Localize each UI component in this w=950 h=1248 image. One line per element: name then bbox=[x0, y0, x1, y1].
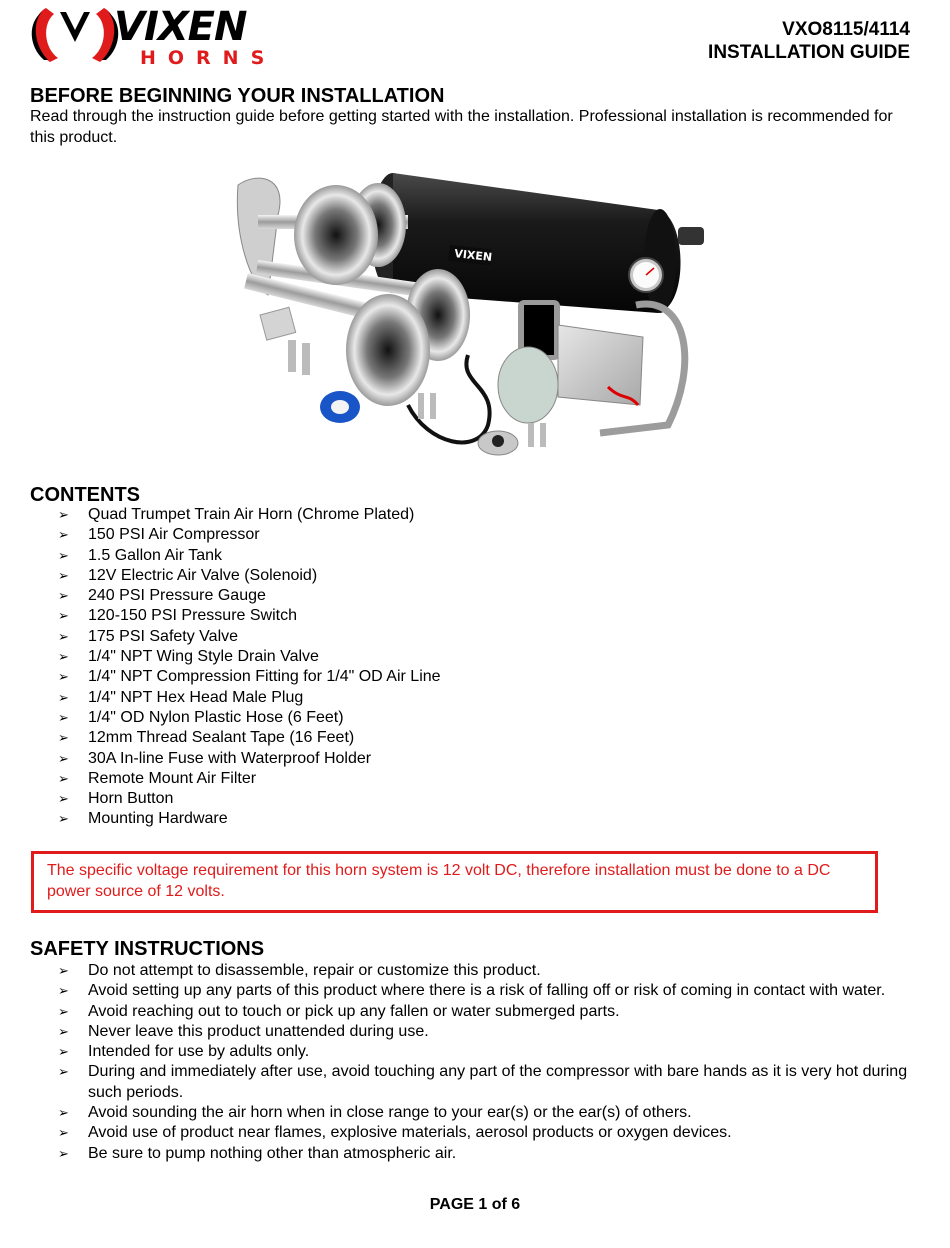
bullet-arrow-icon: ➢ bbox=[58, 547, 69, 563]
list-item bbox=[58, 809, 441, 829]
bullet-arrow-icon: ➢ bbox=[58, 750, 69, 766]
list-item-text: 12V Electric Air Valve (Solenoid) bbox=[88, 566, 318, 584]
list-item bbox=[58, 789, 441, 809]
list-item-text: 12mm Thread Sealant Tape (16 Feet) bbox=[88, 729, 355, 747]
contents-heading: CONTENTS bbox=[30, 484, 140, 506]
list-item-text: Avoid sounding the air horn when in close range to your ear(s) or the ear(s) of others. bbox=[88, 1104, 692, 1122]
tank-decal: VIXEN bbox=[453, 247, 493, 264]
bullet-arrow-icon: ➢ bbox=[58, 669, 69, 685]
horn-button bbox=[478, 431, 518, 455]
bullet-arrow-icon: ➢ bbox=[58, 791, 69, 807]
list-item-text: Be sure to pump nothing other than atmospheric air. bbox=[88, 1144, 457, 1162]
bullet-arrow-icon: ➢ bbox=[58, 1003, 69, 1019]
bullet-arrow-icon: ➢ bbox=[58, 649, 69, 665]
list-item-text: 30A In-line Fuse with Waterproof Holder bbox=[88, 749, 372, 767]
logo-center-mark bbox=[60, 12, 90, 42]
bullet-arrow-icon: ➢ bbox=[58, 709, 69, 725]
page-number: PAGE 1 of 6 bbox=[429, 1196, 521, 1213]
list-item bbox=[58, 525, 441, 545]
list-item-text: Quad Trumpet Train Air Horn (Chrome Plated) bbox=[88, 506, 415, 523]
list-item-text: Mounting Hardware bbox=[88, 810, 228, 828]
list-item-text: 1/4" NPT Hex Head Male Plug bbox=[88, 688, 304, 706]
bullet-arrow-icon: ➢ bbox=[58, 1145, 69, 1161]
document-header bbox=[708, 18, 910, 64]
voltage-warning-text: The specific voltage requirement for this horn system is 12 volt DC, therefore installation must be done to a DC power source of 12 volts. bbox=[47, 862, 831, 900]
product-photo bbox=[228, 165, 716, 465]
list-item bbox=[58, 1062, 918, 1103]
bullet-arrow-icon: ➢ bbox=[58, 730, 69, 746]
voltage-warning-box bbox=[31, 851, 878, 913]
list-item-text: 175 PSI Safety Valve bbox=[88, 627, 239, 645]
list-item bbox=[58, 688, 441, 708]
list-item bbox=[58, 769, 441, 789]
safety-valve bbox=[678, 227, 704, 245]
list-item-text: Avoid use of product near flames, explosive materials, aerosol products or oxygen devices. bbox=[88, 1124, 732, 1142]
bullet-arrow-icon: ➢ bbox=[58, 1125, 69, 1141]
list-item bbox=[58, 1144, 918, 1164]
logo-wordmark: VIXEN bbox=[114, 4, 247, 50]
bullet-arrow-icon: ➢ bbox=[58, 527, 69, 543]
list-item bbox=[58, 546, 441, 566]
safety-list bbox=[58, 961, 918, 1164]
bullet-arrow-icon: ➢ bbox=[58, 689, 69, 705]
bullet-arrow-icon: ➢ bbox=[58, 1105, 69, 1121]
list-item-text: 1.5 Gallon Air Tank bbox=[88, 546, 223, 564]
bullet-arrow-icon: ➢ bbox=[58, 811, 69, 827]
model-number: VXO8115/4114 bbox=[782, 19, 910, 40]
pressure-gauge bbox=[629, 258, 663, 292]
list-item-text: Horn Button bbox=[88, 790, 174, 808]
doc-title: INSTALLATION GUIDE bbox=[708, 42, 910, 63]
list-item-text: 1/4" OD Nylon Plastic Hose (6 Feet) bbox=[88, 708, 344, 726]
list-item bbox=[58, 1002, 918, 1022]
bullet-arrow-icon: ➢ bbox=[58, 628, 69, 644]
bullet-arrow-icon: ➢ bbox=[58, 983, 69, 999]
list-item bbox=[58, 667, 441, 687]
bullet-arrow-icon: ➢ bbox=[58, 1064, 69, 1080]
list-item bbox=[58, 566, 441, 586]
list-item bbox=[58, 606, 441, 626]
list-item-text: Avoid setting up any parts of this product where there is a risk of falling off or risk of coming in contact with water. bbox=[88, 982, 886, 1000]
thread-sealant-tape bbox=[320, 391, 360, 423]
list-item-text: 150 PSI Air Compressor bbox=[88, 526, 260, 544]
list-item bbox=[58, 728, 441, 748]
list-item-text: Do not attempt to disassemble, repair or customize this product. bbox=[88, 962, 541, 979]
logo-subtext: HORNS bbox=[140, 47, 277, 68]
safety-heading: SAFETY INSTRUCTIONS bbox=[30, 938, 265, 960]
before-text: Read through the instruction guide before getting started with the installation. Professional installation is recommended for this product. bbox=[30, 108, 893, 146]
list-item bbox=[58, 1123, 918, 1143]
before-heading: BEFORE BEGINNING YOUR INSTALLATION bbox=[30, 85, 445, 107]
list-item bbox=[58, 1042, 918, 1062]
list-item-text: 240 PSI Pressure Gauge bbox=[88, 587, 266, 605]
list-item-text: Avoid reaching out to touch or pick up any fallen or water submerged parts. bbox=[88, 1002, 620, 1020]
list-item bbox=[58, 981, 918, 1001]
list-item bbox=[58, 961, 918, 981]
list-item bbox=[58, 749, 441, 769]
list-item bbox=[58, 708, 441, 728]
bullet-arrow-icon: ➢ bbox=[58, 567, 69, 583]
list-item bbox=[58, 647, 441, 667]
bullet-arrow-icon: ➢ bbox=[58, 1023, 69, 1039]
list-item-text: Remote Mount Air Filter bbox=[88, 769, 257, 787]
bullet-arrow-icon: ➢ bbox=[58, 1044, 69, 1060]
list-item-text: 1/4" NPT Wing Style Drain Valve bbox=[88, 648, 319, 666]
list-item bbox=[58, 1022, 918, 1042]
list-item bbox=[58, 586, 441, 606]
air-compressor bbox=[498, 300, 685, 433]
list-item-text: Intended for use by adults only. bbox=[88, 1043, 310, 1061]
bullet-arrow-icon: ➢ bbox=[58, 770, 69, 786]
bullet-arrow-icon: ➢ bbox=[58, 588, 69, 604]
list-item-text: 120-150 PSI Pressure Switch bbox=[88, 607, 297, 625]
list-item bbox=[58, 505, 441, 525]
bullet-arrow-icon: ➢ bbox=[58, 608, 69, 624]
list-item bbox=[58, 1103, 918, 1123]
list-item bbox=[58, 627, 441, 647]
list-item-text: 1/4" NPT Compression Fitting for 1/4" OD Air Line bbox=[88, 668, 441, 686]
contents-list bbox=[58, 505, 441, 830]
list-item-text: Never leave this product unattended during use. bbox=[88, 1022, 429, 1040]
vixen-horns-logo bbox=[28, 2, 288, 68]
bullet-arrow-icon: ➢ bbox=[58, 963, 69, 978]
bullet-arrow-icon: ➢ bbox=[58, 507, 69, 522]
list-item-text: During and immediately after use, avoid touching any part of the compressor with bare hands as it is very hot during such periods. bbox=[88, 1063, 908, 1101]
